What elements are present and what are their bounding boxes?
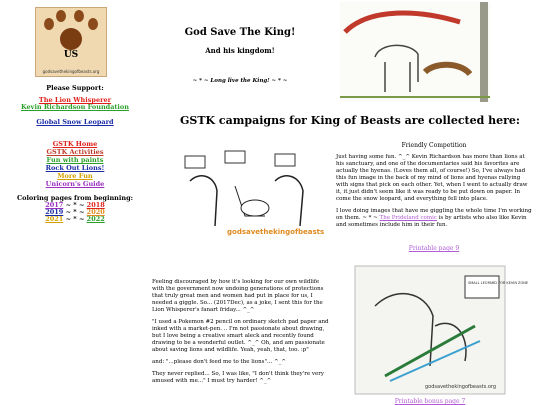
link-gstk-activities[interactable]: GSTK Activities (46, 148, 104, 156)
link-year-2022[interactable]: 2022 (86, 215, 105, 223)
link-year-2019[interactable]: 2019 (45, 208, 64, 216)
entry2-p2: "I used a Pokemon #2 pencil on ordinary sketch pad paper and inked with a market-pen. .. I'm not passionate about drawing, but I love being a creative smart aleck and recently found drawing to be a wonderful outlet. ^_^ Oh, and am passionate about saving lions and wildlife. Yeah, yeah, that, too. :p" (152, 319, 329, 353)
link-year-2021[interactable]: 2021 (45, 215, 64, 223)
link-lion-whisperer[interactable]: The Lion Whisperer (38, 96, 112, 104)
sidebar (0, 0, 150, 405)
entry2-p3: and: "...please don't feed me to the lions"... ^_^ (152, 359, 286, 365)
sep: ~ * ~ (65, 208, 85, 216)
link-fun-with-paints[interactable]: Fun with paints (46, 156, 104, 164)
entry1-p2-post: is by artists who also like Kevin and sometimes include him in their fun. (336, 215, 527, 228)
entry2-p1: Feeling discouraged by how it's looking for our own wildlife with the government now undoing generations of protections that truly great men and women had put in place for us, I needed a giggle. So... (2017Dec), as a joke, I sent this for the Lion Whisperer's fanart friday... ^_^ (152, 279, 324, 313)
sep: ~ * ~ (65, 201, 85, 209)
entry1-p2 (336, 208, 534, 229)
fanart-caption: godsavethekingofbeasts.org (425, 384, 497, 390)
page-title: God Save The King! (184, 27, 296, 38)
link-printable-page-9[interactable]: Printable page 9 (408, 245, 460, 252)
link-year-2020[interactable]: 2020 (86, 208, 105, 216)
paw-toe-icon (74, 10, 84, 22)
logo-url: godsavethekingofbeasts.org (42, 69, 100, 74)
page-subtitle: And his kingdom! (205, 46, 275, 55)
site-logo[interactable] (35, 7, 107, 77)
section-title: GSTK campaigns for King of Beasts are collected here: (180, 114, 520, 127)
paw-pad-icon (60, 28, 82, 50)
paw-toe-icon (44, 18, 54, 30)
friendly-competition-text (336, 154, 534, 234)
paw-toe-icon (56, 10, 66, 22)
friendly-competition-heading: Friendly Competition (401, 142, 467, 149)
tagline: ~ * ~ Long live the King! ~ * ~ (192, 78, 288, 84)
paw-toe-icon (88, 18, 98, 30)
link-gstk-home[interactable]: GSTK Home (52, 140, 98, 148)
entry1-p1: Just having some fun. ^_^ Kevin Richardson has more than lions at his sanctuary, and one of the documentaries said his favorites are actually the hyenas. (Loves them all, of course!) So, I've always had this fun image in the back of my mind of lions and hyenas rallying with signs that pick on each other. Yet, when I went to actually draw it, it just didn't seem like it was ready to be put down on paper. In come the snow leopard, and everything fell into place. (336, 154, 528, 202)
logo-letters: US (63, 50, 79, 60)
lion-whisperer-fanart[interactable] (355, 266, 529, 394)
entry2-text (152, 279, 332, 390)
please-support: Please Support: (46, 84, 104, 92)
friendly-competition-artwork[interactable] (175, 146, 325, 238)
link-unicorns-guide[interactable]: Unicorn's Guide (45, 180, 105, 188)
link-global-snow-leopard[interactable]: Global Snow Leopard (36, 118, 114, 126)
link-more-fun[interactable]: More Fun (57, 172, 93, 180)
sign-text: SMALL LEOPARD FOR KEVIN ZONE (468, 281, 529, 285)
link-year-2017[interactable]: 2017 (45, 201, 64, 209)
link-prideland-comic[interactable]: The Prideland comic (379, 215, 437, 221)
art-caption: godsavethekingofbeasts (227, 228, 325, 236)
link-kevin-foundation[interactable]: Kevin Richardson Foundation (21, 103, 129, 111)
link-printable-bonus-page-7[interactable]: Printable bonus page 7 (394, 398, 466, 405)
link-year-2018[interactable]: 2018 (86, 201, 105, 209)
header-artwork (340, 2, 490, 102)
entry2-p4: They never replied... So, I was like, "I don't think they're very amused with me..." I must try harder! ^_^ (152, 371, 324, 384)
entry1-p2-pre: I love doing images that have me giggling the whole time I'm working on them. ~ * ~ (336, 208, 532, 221)
year-row-3 (0, 215, 150, 223)
sep: ~ * ~ (65, 215, 85, 223)
link-rock-out-lions[interactable]: Rock Out Lions! (45, 164, 105, 172)
coloring-label: Coloring pages from beginning: (16, 194, 134, 202)
